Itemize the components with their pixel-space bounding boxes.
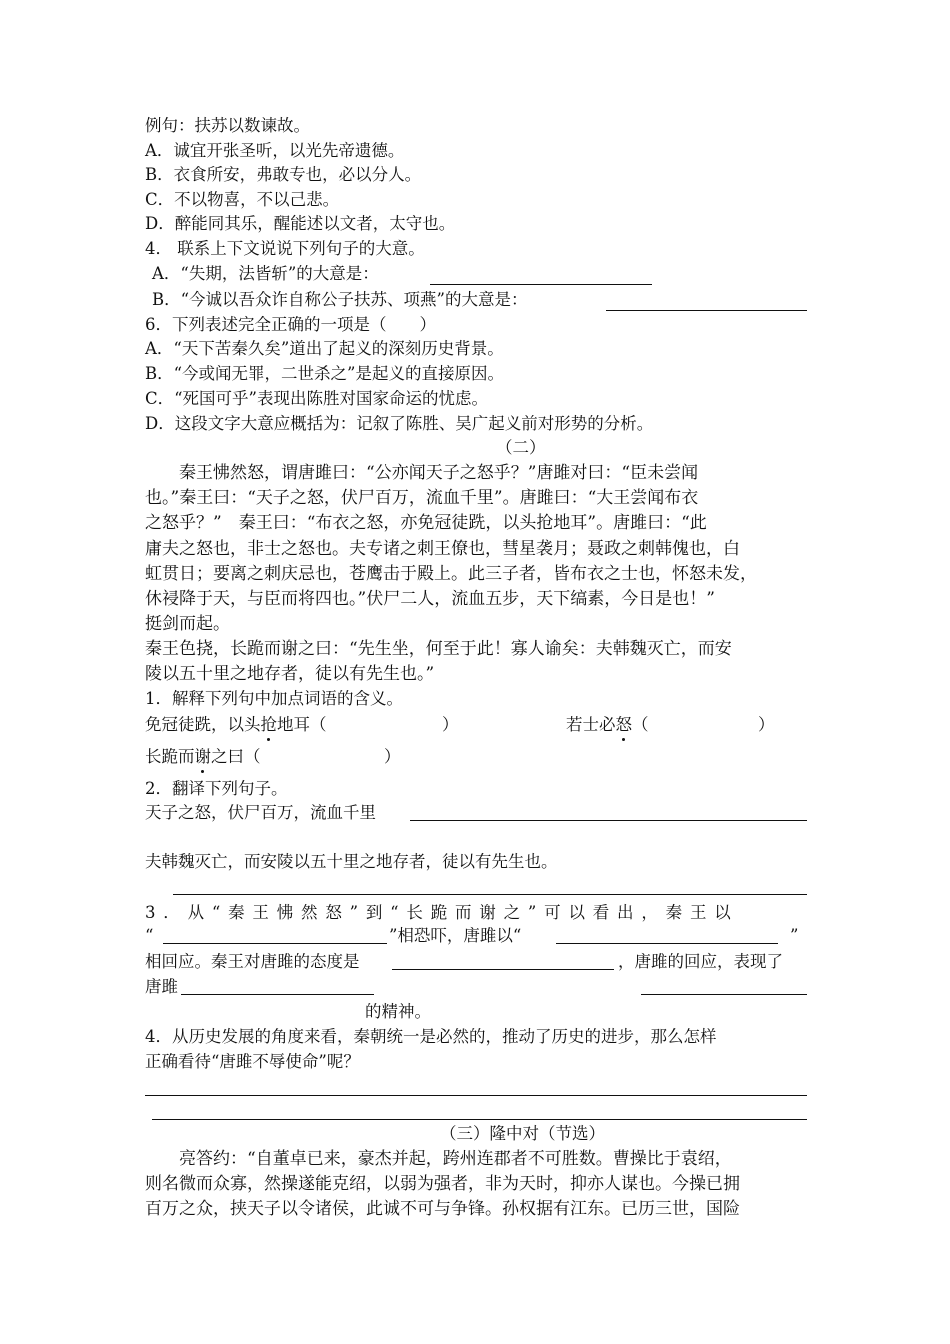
- dotted-word: 谢: [194, 747, 211, 766]
- option-c: C．不以物喜，不以己悲。: [145, 190, 340, 209]
- dotted-word: 抢: [260, 715, 277, 734]
- option-d: D．醉能同其乐，醒能述以文者，太守也。: [145, 214, 456, 233]
- question-1c-text: 之曰（: [211, 747, 261, 766]
- question-3-line-3b: ，唐雎的回应，表现了: [618, 952, 783, 971]
- question-2a: 天子之怒，伏尸百万，流血千里: [145, 803, 376, 822]
- question-4b: B．“今诚以吾众诈自称公子扶苏、项燕”的大意是：: [152, 290, 528, 309]
- answer-blank[interactable]: [606, 310, 807, 311]
- passage-line: 陵以五十里之地存者，徒以有先生也。”: [145, 664, 435, 684]
- passage-3-line: 百万之众，挟天子以令诸侯，此诚不可与争锋。孙权据有江东。已历三世，国险: [145, 1199, 740, 1219]
- question-4-line-1: 4．从历史发展的角度来看，秦朝统一是必然的，推动了历史的进步，那么怎样: [145, 1027, 717, 1046]
- question-4a: A．“失期，法皆斩”的大意是：: [152, 264, 379, 283]
- option-a: A．诚宜开张圣听，以光先帝遗德。: [145, 141, 405, 160]
- question-1-prompt: 1．解释下列句中加点词语的含义。: [145, 689, 403, 708]
- question-1a: [145, 714, 327, 736]
- question-3-line-1: 3．从“秦王怫然怒”到“长跪而谢之”可以看出，秦王以: [145, 903, 739, 922]
- passage-line: 秦王怫然怒，谓唐雎曰：“公亦闻天子之怒乎？”唐雎对曰：“臣未尝闻: [145, 463, 699, 483]
- question-1c: [145, 746, 261, 768]
- question-1a-text: 免冠徒跣，以头: [145, 715, 261, 734]
- question-3-line-5: 的精神。: [365, 1002, 431, 1021]
- section-3-heading: （三）隆中对（节选）: [440, 1124, 605, 1143]
- question-2b: 夫韩魏灭亡，而安陵以五十里之地存者，徒以有先生也。: [145, 852, 558, 871]
- question-1a-text: 地耳（: [277, 715, 327, 734]
- answer-blank[interactable]: [163, 943, 387, 944]
- section-2-heading: （二）: [496, 438, 546, 457]
- question-1c-close: ）: [384, 747, 401, 766]
- answer-blank[interactable]: [392, 969, 614, 970]
- passage-line: 休祲降于天，与臣而将四也。”伏尸二人，流血五步，天下缟素，今日是也！”: [145, 589, 715, 609]
- question-3-open-quote: “: [145, 926, 154, 945]
- question-6-option-a: A．“天下苦秦久矣”道出了起义的深刻历史背景。: [145, 339, 504, 358]
- question-3-line-2: ”相恐吓，唐雎以“: [389, 926, 522, 945]
- passage-line: 也。”秦王曰：“天子之怒，伏尸百万，流血千里”。唐雎曰：“大王尝闻布衣: [145, 488, 699, 508]
- passage-3-line: 亮答约：“自董卓已来，豪杰并起，跨州连郡者不可胜数。曹操比于袁绍，: [145, 1149, 732, 1169]
- answer-blank[interactable]: [181, 994, 374, 995]
- question-1c-text: 长跪而: [145, 747, 195, 766]
- question-3-close-quote: ”: [790, 926, 799, 945]
- question-4-line-2: 正确看待“唐雎不辱使命”呢？: [145, 1052, 360, 1071]
- answer-blank[interactable]: [641, 994, 807, 995]
- passage-3-line: 则名微而众寡，然操遂能克绍，以弱为强者，非为天时，抑亦人谋也。今操已拥: [145, 1174, 740, 1194]
- question-1a-close: ）: [442, 715, 459, 734]
- dotted-word: 怒: [615, 715, 632, 734]
- question-4-prompt: 4． 联系上下文说说下列句子的大意。: [145, 239, 425, 258]
- example-sentence: 例句：扶苏以数谏故。: [145, 116, 310, 135]
- question-6-option-d: D．这段文字大意应概括为：记叙了陈胜、吴广起义前对形势的分析。: [145, 414, 654, 433]
- question-2-prompt: 2．翻译下列句子。: [145, 779, 288, 798]
- answer-blank[interactable]: [152, 1119, 807, 1120]
- passage-line: 虹贯日；要离之刺庆忌也，苍鹰击于殿上。此三子者，皆布衣之士也，怀怒未发，: [145, 564, 757, 584]
- answer-blank[interactable]: [173, 894, 807, 895]
- question-1b: [566, 714, 649, 736]
- answer-blank[interactable]: [556, 943, 778, 944]
- question-1b-text: 若士必: [566, 715, 616, 734]
- question-6-option-b: B．“今或闻无罪，二世杀之”是起义的直接原因。: [145, 364, 504, 383]
- question-1b-text: （: [632, 715, 649, 734]
- question-6-option-c: C．“死国可乎”表现出陈胜对国家命运的忧虑。: [145, 389, 488, 408]
- question-1b-close: ）: [758, 715, 775, 734]
- passage-line: 之怒乎？” 秦王曰：“布衣之怒，亦免冠徒跣，以头抢地耳”。唐雎曰：“此: [145, 513, 707, 533]
- answer-blank[interactable]: [145, 1095, 807, 1096]
- option-b: B．衣食所安，弗敢专也，必以分人。: [145, 165, 422, 184]
- passage-line: 庸夫之怒也，非士之怒也。夫专诸之刺王僚也，彗星袭月；聂政之刺韩傀也，白: [145, 539, 740, 559]
- question-3-line-3a: 相回应。秦王对唐雎的态度是: [145, 952, 360, 971]
- answer-blank[interactable]: [430, 284, 652, 285]
- question-6-prompt: 6．下列表述完全正确的一项是（ ）: [145, 315, 436, 334]
- question-3-line-4: 唐雎: [145, 977, 178, 996]
- passage-line: 挺剑而起。: [145, 614, 230, 634]
- passage-line: 秦王色挠，长跪而谢之曰：“先生坐，何至于此！寡人谕矣：夫韩魏灭亡，而安: [145, 639, 732, 659]
- answer-blank[interactable]: [410, 820, 807, 821]
